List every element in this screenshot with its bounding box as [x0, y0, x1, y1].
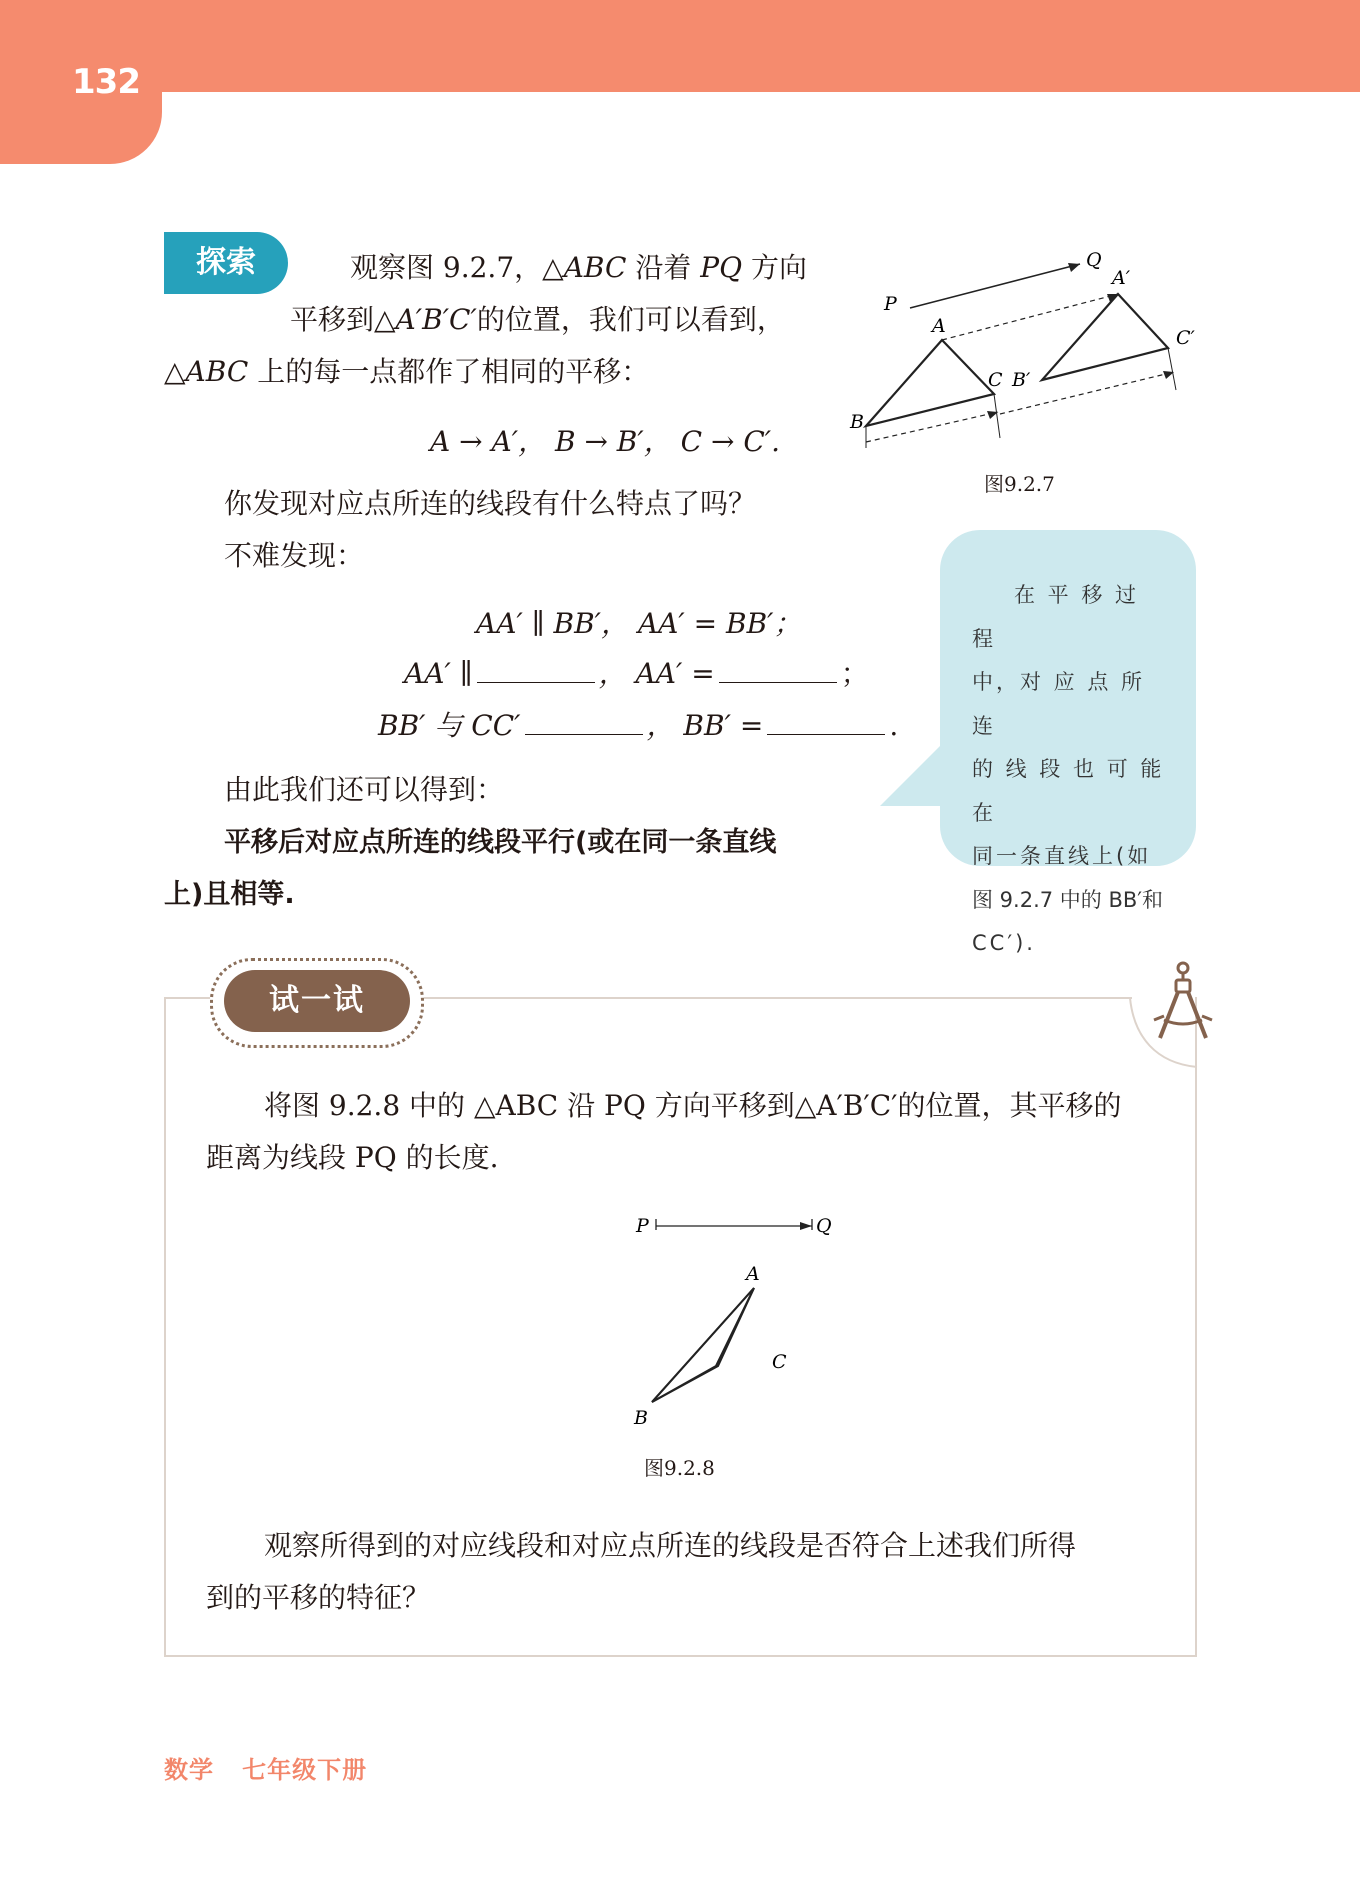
arrow-head-icon [1163, 371, 1174, 379]
conclusion-line-1: 平移后对应点所连的线段平行(或在同一条直线 [224, 827, 777, 858]
math-span: BB′ 与 CC′ [378, 709, 521, 742]
text-span: 沿着 [626, 251, 701, 284]
text-span: △ [164, 355, 186, 388]
label-b: B [850, 411, 864, 433]
label-p: P [884, 293, 897, 315]
explore-badge: 探索 [164, 232, 288, 294]
try-it-badge: 试一试 [224, 970, 410, 1032]
compass-icon [1150, 958, 1216, 1044]
conclusion-intro: 由此我们还可以得到： [224, 773, 505, 806]
finding-intro: 不难发现： [224, 539, 365, 572]
page-number: 132 [72, 62, 140, 102]
tick-line [994, 394, 1000, 438]
math-span: ， BB′ = [646, 709, 764, 742]
math-span: A′B′C′ [395, 303, 477, 336]
text-span: . [889, 709, 899, 742]
text-span: 观察图 9.2.7，△ [350, 251, 564, 284]
figure-9-2-8 [620, 1206, 860, 1436]
try-it-paragraph-2-line-2: 到的平移的特征？ [206, 1581, 431, 1614]
label-b: B [634, 1407, 648, 1429]
label-q: Q [816, 1215, 832, 1237]
note-line: 图 9.2.7 中的 BB′和 [972, 887, 1164, 912]
equation-3 [378, 704, 898, 744]
triangle-abc [866, 340, 994, 426]
label-a: A [746, 1263, 760, 1285]
label-a: A [932, 315, 946, 337]
try-it-paragraph-1-line-2: 距离为线段 PQ 的长度. [206, 1141, 499, 1174]
arrow-head-icon [800, 1222, 812, 1230]
figure-9-2-8-caption: 图9.2.8 [644, 1456, 715, 1480]
question-text: 你发现对应点所连的线段有什么特点了吗？ [224, 487, 757, 520]
math-span: PQ [700, 251, 743, 284]
label-c: C [772, 1351, 787, 1373]
text-span: 上的每一点都作了相同的平移： [248, 355, 650, 388]
label-c-prime: C′ [1176, 327, 1195, 349]
equation-1: AA′ ∥ BB′， AA′ = BB′； [476, 607, 802, 640]
triangle-abc [652, 1288, 754, 1402]
figure-9-2-7 [840, 244, 1220, 454]
triangle-a-b-c-prime [1042, 294, 1168, 380]
label-q: Q [1086, 249, 1102, 271]
explore-paragraph-line-3 [164, 350, 649, 390]
explore-paragraph-line-2 [290, 298, 785, 338]
try-it-paragraph-1-line-1: 将图 9.2.8 中的 △ABC 沿 PQ 方向平移到△A′B′C′的位置，其平移的 [264, 1089, 1122, 1122]
math-span: AA′ ∥ [404, 657, 473, 690]
point-mapping: A → A′， B → B′， C → C′. [430, 425, 781, 458]
label-p: P [636, 1215, 649, 1237]
label-c: C [988, 369, 1003, 391]
text-span: 平移到△ [290, 303, 396, 336]
arrow-head-icon [987, 411, 998, 419]
bb-prime-segment [866, 412, 998, 442]
note-bubble-text [972, 574, 1172, 966]
label-b-prime: B′ [1012, 369, 1031, 391]
note-line: CC′). [972, 931, 1036, 955]
math-span: ABC [563, 251, 627, 284]
text-span: ； [840, 657, 869, 690]
answer-blank[interactable] [719, 660, 837, 683]
conclusion-line-2: 上)且相等. [164, 879, 295, 910]
note-line: 的 线 段 也 可 能 在 [972, 757, 1165, 825]
arrow-head-icon [1068, 263, 1080, 272]
tick-line [1168, 348, 1176, 390]
math-span: ABC [185, 355, 249, 388]
note-line: 同一条直线上(如 [972, 844, 1152, 868]
note-line: 在 平 移 过 程 [972, 583, 1140, 651]
try-it-paragraph-2-line-1: 观察所得到的对应线段和对应点所连的线段是否符合上述我们所得 [264, 1529, 1077, 1562]
answer-blank[interactable] [477, 660, 595, 683]
note-line: 中，对 应 点 所 连 [972, 670, 1146, 738]
label-a-prime: A′ [1112, 267, 1131, 289]
pq-direction-line [910, 264, 1080, 308]
aa-prime-segment [942, 294, 1118, 340]
figure-9-2-7-caption: 图9.2.7 [984, 472, 1055, 496]
equation-2 [404, 652, 869, 692]
text-span: 的位置，我们可以看到， [476, 303, 785, 336]
explore-paragraph-line-1 [350, 246, 807, 286]
footer-book-title: 数学 七年级下册 [164, 1756, 368, 1784]
header-band [0, 0, 1360, 92]
text-span: 方向 [742, 251, 807, 284]
math-span: ， AA′ = [598, 657, 715, 690]
answer-blank[interactable] [525, 712, 643, 735]
answer-blank[interactable] [767, 712, 885, 735]
